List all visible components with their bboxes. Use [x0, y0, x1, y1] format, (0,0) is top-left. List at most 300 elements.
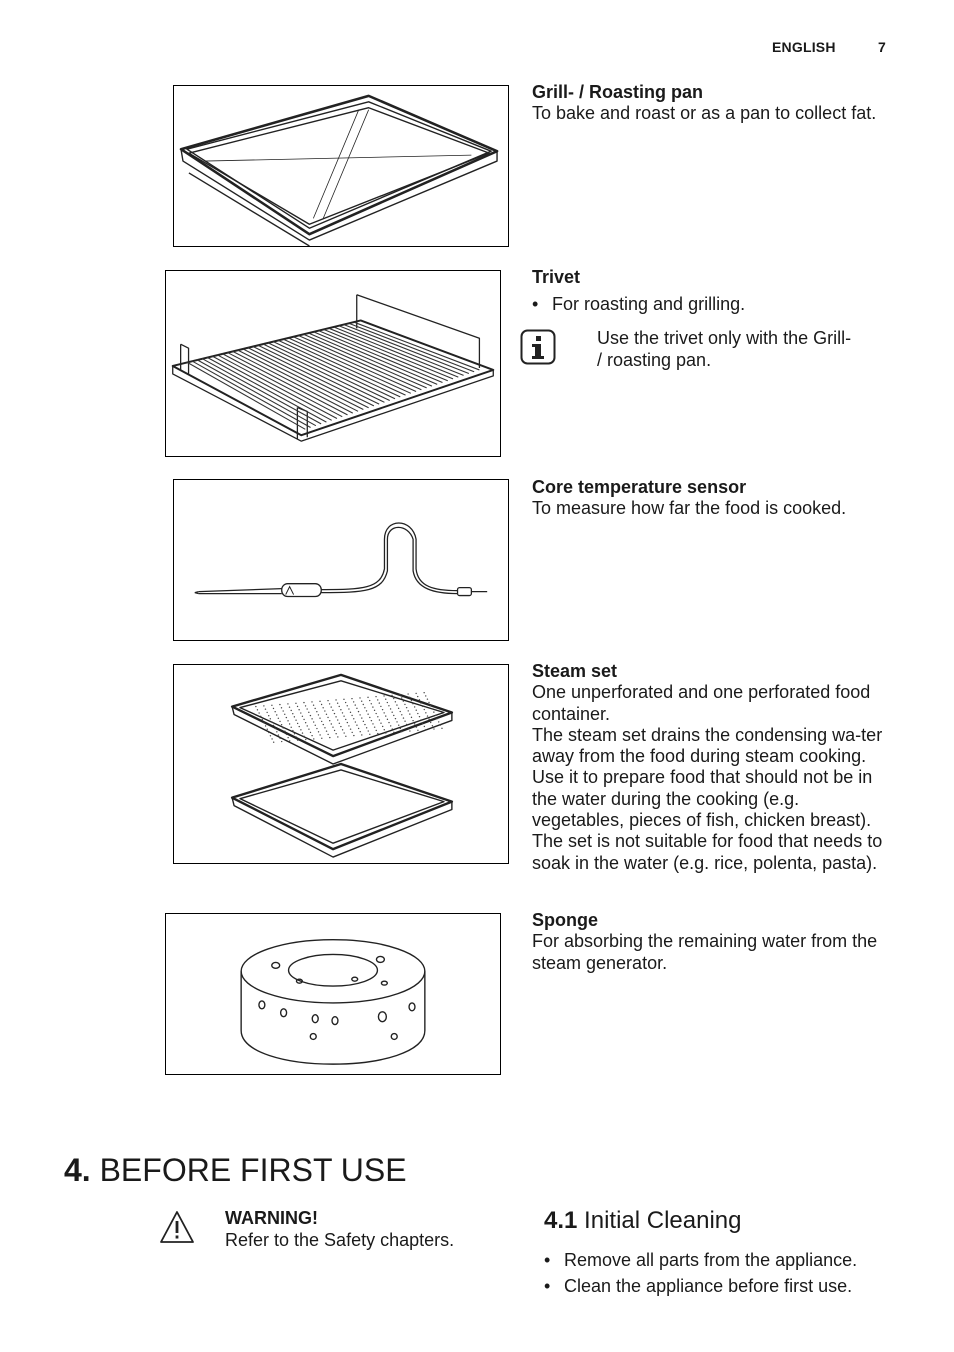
subsection-title: Initial Cleaning	[584, 1207, 742, 1234]
steam-hole	[314, 708, 315, 709]
steam-hole	[263, 705, 264, 706]
steam-hole	[380, 723, 381, 724]
warning-text: Refer to the Safety chapters.	[225, 1230, 455, 1250]
steam-hole	[270, 735, 271, 736]
steam-hole	[257, 709, 258, 710]
steam-hole	[295, 703, 296, 704]
steam-hole	[375, 713, 376, 714]
steam-hole	[265, 708, 266, 709]
steam-hole	[332, 726, 333, 727]
steam-hole	[425, 712, 426, 713]
steam-hole	[347, 722, 348, 723]
steam-hole	[364, 724, 365, 725]
steam-set-figure	[173, 664, 509, 864]
trivet-info-note: Use the trivet only with the Grill- / roasting pan.	[597, 328, 852, 370]
steam-hole	[393, 715, 394, 716]
steam-hole	[382, 709, 383, 710]
steam-hole	[295, 736, 296, 737]
steam-hole	[414, 706, 415, 707]
steam-hole	[404, 704, 405, 705]
steam-hole	[406, 724, 407, 725]
steam-hole	[396, 704, 397, 705]
steam-hole	[427, 698, 428, 699]
steam-hole	[440, 724, 441, 725]
steam-hole	[380, 706, 381, 707]
core-sensor-figure	[173, 479, 509, 641]
steam-hole	[374, 710, 375, 711]
steam-hole	[302, 716, 303, 717]
steam-hole	[276, 731, 277, 732]
steam-hole	[416, 710, 417, 711]
steam-hole	[300, 712, 301, 713]
trivet-bar	[187, 362, 306, 429]
steam-hole	[294, 716, 295, 717]
steam-hole	[289, 706, 290, 707]
steam-hole	[419, 716, 420, 717]
page-number: 7	[878, 39, 886, 55]
steam-hole	[337, 719, 338, 720]
steam-hole	[335, 733, 336, 734]
steam-hole	[278, 734, 279, 735]
steam-hole	[289, 723, 290, 724]
steam-hole	[286, 717, 287, 718]
steam-hole	[425, 729, 426, 730]
core-sensor-text: To measure how far the food is cooked.	[532, 498, 847, 519]
steam-hole	[374, 726, 375, 727]
steam-hole	[422, 723, 423, 724]
steam-hole	[311, 735, 312, 736]
trivet-description	[532, 267, 892, 288]
steam-hole	[398, 708, 399, 709]
steam-hole	[385, 699, 386, 700]
steam-hole	[334, 730, 335, 731]
steam-hole	[420, 719, 421, 720]
step-text: Clean the appliance before first use.	[564, 1276, 853, 1296]
steam-hole	[335, 699, 336, 700]
steam-hole	[353, 735, 354, 736]
steam-hole	[391, 712, 392, 713]
step-text: Remove all parts from the appliance.	[564, 1250, 858, 1270]
steam-hole	[401, 697, 402, 698]
steam-hole	[364, 707, 365, 708]
steam-hole	[343, 715, 344, 716]
steam-hole	[401, 714, 402, 715]
steam-hole	[432, 708, 433, 709]
steam-hole	[334, 713, 335, 714]
steam-hole	[392, 728, 393, 729]
steam-hole	[326, 714, 327, 715]
steam-hole	[299, 726, 300, 727]
steam-hole	[372, 706, 373, 707]
steam-hole	[303, 719, 304, 720]
steam-hole	[270, 718, 271, 719]
steam-hole	[311, 718, 312, 719]
steam-hole	[265, 725, 266, 726]
steam-hole	[273, 742, 274, 743]
steam-hole	[321, 704, 322, 705]
steam-hole	[396, 721, 397, 722]
sponge-text: For absorbing the remaining water from the steam generator.	[532, 931, 878, 973]
steam-hole	[262, 719, 263, 720]
steam-hole	[424, 726, 425, 727]
steam-hole	[329, 737, 330, 738]
steam-hole	[289, 740, 290, 741]
steam-hole	[366, 727, 367, 728]
steam-hole	[358, 711, 359, 712]
warning-triangle-icon	[159, 1210, 195, 1244]
steam-hole	[316, 728, 317, 729]
steam-hole	[302, 732, 303, 733]
steam-hole	[436, 718, 437, 719]
steam-hole	[428, 719, 429, 720]
steam-hole	[407, 693, 408, 694]
steam-hole	[385, 732, 386, 733]
steam-hole	[291, 727, 292, 728]
steam-hole	[274, 728, 275, 729]
steam-hole	[369, 734, 370, 735]
steam-hole	[367, 714, 368, 715]
trivet-bar	[192, 361, 311, 428]
steam-hole	[305, 705, 306, 706]
steam-hole	[403, 717, 404, 718]
core-sensor-title: Core temperature sensor	[532, 477, 747, 497]
steam-hole	[255, 706, 256, 707]
steam-hole	[306, 708, 307, 709]
steam-hole	[258, 712, 259, 713]
steam-hole	[316, 711, 317, 712]
steam-hole	[305, 722, 306, 723]
steam-hole	[282, 727, 283, 728]
steam-hole	[382, 726, 383, 727]
steam-hole	[315, 725, 316, 726]
steam-hole	[441, 728, 442, 729]
steam-hole	[332, 710, 333, 711]
steam-hole	[417, 730, 418, 731]
step-item	[544, 1249, 857, 1271]
steam-hole	[321, 738, 322, 739]
steam-hole	[417, 713, 418, 714]
trivet-title: Trivet	[532, 267, 581, 287]
steam-hole	[433, 728, 434, 729]
section-heading	[64, 1150, 407, 1190]
steam-hole	[274, 711, 275, 712]
steam-hole	[271, 705, 272, 706]
steam-hole	[433, 711, 434, 712]
steam-hole	[393, 732, 394, 733]
steam-hole	[430, 722, 431, 723]
steam-hole	[351, 698, 352, 699]
steam-hole	[295, 719, 296, 720]
steam-hole	[377, 733, 378, 734]
steam-hole	[343, 699, 344, 700]
steam-hole	[267, 729, 268, 730]
steam-hole	[400, 711, 401, 712]
steam-hole	[308, 728, 309, 729]
bullet-dot: •	[532, 294, 539, 314]
steam-hole	[339, 723, 340, 724]
steam-hole	[376, 730, 377, 731]
steam-hole	[281, 724, 282, 725]
steam-hole	[313, 738, 314, 739]
steam-hole	[287, 720, 288, 721]
steam-hole	[318, 714, 319, 715]
trivet-bullet	[532, 293, 745, 315]
bullet-dot: •	[544, 1250, 551, 1270]
steam-hole	[363, 721, 364, 722]
steam-hole	[329, 720, 330, 721]
header-language: ENGLISH	[772, 39, 836, 55]
roasting-pan-drawing	[174, 86, 508, 246]
steam-hole	[377, 699, 378, 700]
step-item	[544, 1275, 852, 1297]
bullet-dot: •	[544, 1276, 551, 1296]
steam-hole	[358, 728, 359, 729]
steam-hole	[417, 696, 418, 697]
steam-hole	[305, 739, 306, 740]
steam-hole	[287, 703, 288, 704]
steam-hole	[351, 715, 352, 716]
steam-hole	[276, 714, 277, 715]
steam-hole	[297, 740, 298, 741]
sponge-description	[532, 910, 892, 974]
trivet-drawing	[166, 271, 500, 456]
steam-hole	[318, 731, 319, 732]
steam-hole	[339, 706, 340, 707]
steam-hole	[369, 700, 370, 701]
steam-hole	[345, 702, 346, 703]
core-sensor-drawing	[174, 480, 508, 640]
steam-hole	[353, 718, 354, 719]
subsection-number: 4.1	[544, 1207, 578, 1234]
steam-hole	[348, 725, 349, 726]
steam-hole	[337, 703, 338, 704]
steam-hole	[412, 703, 413, 704]
steam-hole	[313, 705, 314, 706]
steam-hole	[350, 728, 351, 729]
steam-hole	[348, 708, 349, 709]
steam-hole	[292, 713, 293, 714]
steam-hole	[393, 698, 394, 699]
steam-hole	[403, 700, 404, 701]
steam-hole	[404, 721, 405, 722]
steam-hole	[331, 723, 332, 724]
steam-hole	[347, 705, 348, 706]
steam-hole	[342, 729, 343, 730]
steam-hole	[303, 736, 304, 737]
sponge-figure	[165, 913, 501, 1075]
steam-hole	[363, 704, 364, 705]
steam-hole	[409, 730, 410, 731]
sponge-drawing	[166, 914, 500, 1074]
steam-hole	[268, 715, 269, 716]
steam-hole	[361, 701, 362, 702]
steam-hole	[379, 719, 380, 720]
steam-hole	[395, 718, 396, 719]
steam-hole	[326, 730, 327, 731]
steam-hole	[422, 706, 423, 707]
steam-hole	[266, 712, 267, 713]
steam-hole	[387, 702, 388, 703]
steam-hole	[408, 727, 409, 728]
steam-set-title: Steam set	[532, 661, 618, 681]
steam-hole	[438, 721, 439, 722]
steam-hole	[390, 708, 391, 709]
steam-hole	[387, 719, 388, 720]
steam-hole	[359, 714, 360, 715]
steam-set-drawing	[174, 665, 508, 863]
steam-hole	[331, 706, 332, 707]
steam-hole	[297, 706, 298, 707]
steam-hole	[342, 712, 343, 713]
steam-hole	[414, 723, 415, 724]
steam-hole	[377, 716, 378, 717]
steam-hole	[411, 717, 412, 718]
steam-hole	[297, 723, 298, 724]
steam-hole	[286, 734, 287, 735]
steam-hole	[327, 717, 328, 718]
steam-hole	[340, 709, 341, 710]
steam-hole	[279, 738, 280, 739]
steam-hole	[322, 707, 323, 708]
section-number: 4.	[64, 1152, 91, 1188]
steam-hole	[432, 725, 433, 726]
steam-hole	[416, 726, 417, 727]
steam-hole	[367, 697, 368, 698]
core-sensor-description	[532, 477, 892, 520]
steam-hole	[294, 733, 295, 734]
steam-hole	[356, 708, 357, 709]
steam-hole	[409, 713, 410, 714]
steam-hole	[372, 723, 373, 724]
steam-hole	[327, 734, 328, 735]
steam-hole	[395, 701, 396, 702]
steam-hole	[425, 695, 426, 696]
steam-set-description	[532, 661, 892, 874]
steam-hole	[384, 729, 385, 730]
steam-hole	[430, 705, 431, 706]
steam-hole	[366, 710, 367, 711]
steam-hole	[292, 730, 293, 731]
steam-hole	[279, 704, 280, 705]
steam-hole	[311, 701, 312, 702]
steam-hole	[424, 709, 425, 710]
steam-hole	[340, 726, 341, 727]
steam-hole	[281, 707, 282, 708]
steam-hole	[307, 725, 308, 726]
roasting-pan-description	[532, 82, 892, 125]
steam-hole	[369, 717, 370, 718]
steam-hole	[415, 693, 416, 694]
steam-hole	[335, 716, 336, 717]
steam-hole	[291, 710, 292, 711]
steam-hole	[319, 734, 320, 735]
steam-hole	[321, 721, 322, 722]
steam-hole	[409, 697, 410, 698]
steam-hole	[427, 715, 428, 716]
steam-hole	[313, 721, 314, 722]
steam-hole	[329, 703, 330, 704]
steam-hole	[401, 731, 402, 732]
steam-hole	[428, 702, 429, 703]
steam-hole	[375, 696, 376, 697]
steam-hole	[271, 721, 272, 722]
steam-hole	[263, 722, 264, 723]
steam-hole	[398, 724, 399, 725]
roasting-pan-title: Grill- / Roasting pan	[532, 82, 704, 102]
steam-hole	[355, 704, 356, 705]
steam-hole	[361, 734, 362, 735]
steam-hole	[345, 719, 346, 720]
steam-hole	[323, 724, 324, 725]
steam-hole	[420, 702, 421, 703]
warning-title: WARNING!	[225, 1208, 318, 1228]
steam-hole	[284, 714, 285, 715]
steam-hole	[271, 738, 272, 739]
steam-hole	[287, 737, 288, 738]
steam-hole	[260, 716, 261, 717]
steam-hole	[361, 717, 362, 718]
steam-hole	[324, 727, 325, 728]
steam-hole	[278, 718, 279, 719]
trivet-bar	[197, 360, 316, 426]
steam-set-text: One unperforated and one perforated food container.	[532, 682, 871, 724]
subsection-heading	[544, 1206, 741, 1236]
steam-hole	[300, 729, 301, 730]
steam-hole	[279, 721, 280, 722]
steam-set-text-2: The steam set drains the condensing wa-ter away from the food during steam cooking. Use it to prepare food that should not be in the water during the cooking (e.g. vegetables, pieces of fish, chicken breast). The set is not suitable for food that needs to soak in the water (e.g. rice, polenta, pasta).	[532, 724, 883, 873]
steam-hole	[303, 702, 304, 703]
steam-hole	[383, 695, 384, 696]
steam-hole	[406, 707, 407, 708]
steam-hole	[379, 702, 380, 703]
steam-hole	[343, 732, 344, 733]
steam-hole	[412, 720, 413, 721]
steam-hole	[390, 725, 391, 726]
steam-hole	[388, 722, 389, 723]
roasting-pan-figure	[173, 85, 509, 247]
info-icon	[520, 329, 556, 365]
steam-hole	[273, 708, 274, 709]
steam-hole	[284, 730, 285, 731]
steam-hole	[351, 732, 352, 733]
steam-hole	[273, 725, 274, 726]
steam-hole	[391, 695, 392, 696]
steam-hole	[310, 732, 311, 733]
trivet-bar	[207, 357, 326, 422]
sponge-title: Sponge	[532, 910, 598, 930]
steam-hole	[319, 701, 320, 702]
steam-hole	[327, 700, 328, 701]
section-title: BEFORE FIRST USE	[99, 1152, 407, 1188]
steam-hole	[423, 692, 424, 693]
steam-hole	[281, 741, 282, 742]
steam-hole	[419, 699, 420, 700]
steam-hole	[308, 712, 309, 713]
steam-hole	[383, 712, 384, 713]
steam-hole	[388, 705, 389, 706]
steam-hole	[400, 728, 401, 729]
steam-hole	[345, 736, 346, 737]
steam-hole	[350, 712, 351, 713]
steam-hole	[371, 703, 372, 704]
steam-hole	[385, 715, 386, 716]
steam-hole	[353, 701, 354, 702]
steam-hole	[399, 694, 400, 695]
trivet-bullet-text: For roasting and grilling.	[552, 294, 746, 314]
steam-hole	[356, 724, 357, 725]
steam-hole	[310, 715, 311, 716]
steam-hole	[319, 717, 320, 718]
